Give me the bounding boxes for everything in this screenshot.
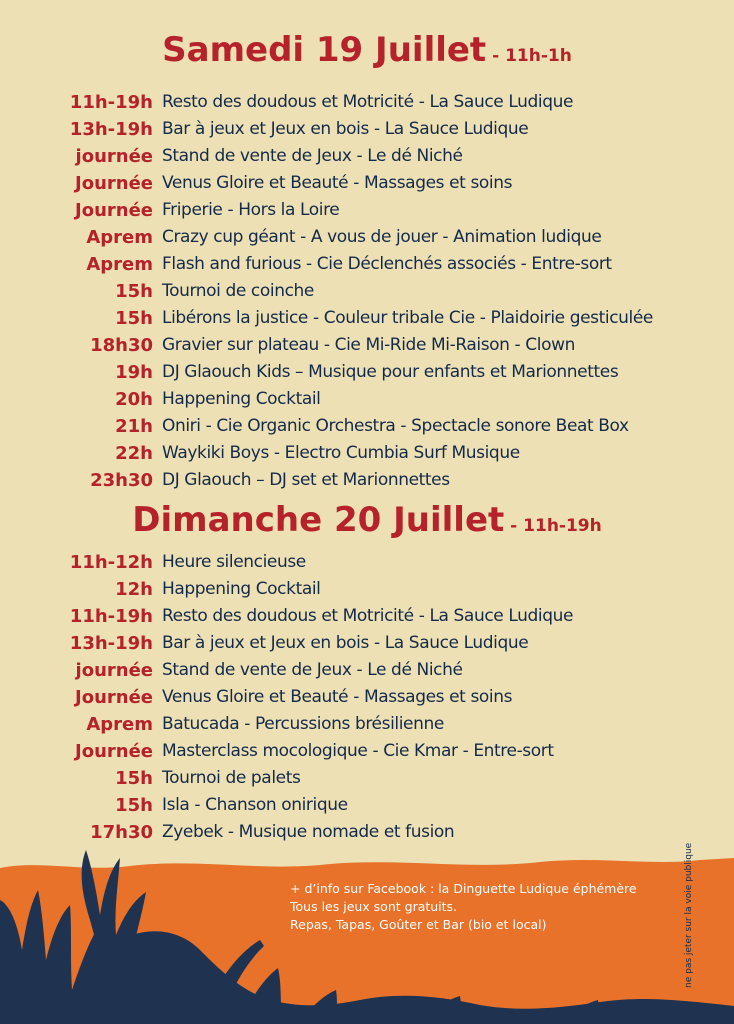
schedule-row: [0, 711, 734, 738]
sunday-hours: - 11h-19h: [504, 516, 602, 536]
schedule-row: [0, 819, 734, 846]
schedule-row: [0, 576, 734, 603]
saturday-title: [0, 30, 734, 70]
schedule-row: [0, 738, 734, 765]
schedule-row: [0, 549, 734, 576]
footer-food: Repas, Tapas, Goûter et Bar (bio et local): [290, 917, 547, 932]
schedule-row: [0, 170, 734, 197]
event-time: 12h: [115, 579, 153, 600]
schedule-row: [0, 684, 734, 711]
event-description: Resto des doudous et Motricité - La Sauce Ludique: [162, 92, 574, 112]
event-time: 15h: [115, 795, 153, 816]
event-time: 11h-12h: [69, 552, 153, 573]
event-time: 11h-19h: [69, 606, 153, 627]
schedule-row: [0, 359, 734, 386]
event-description: DJ Glaouch Kids – Musique pour enfants et Marionnettes: [162, 362, 619, 382]
event-time: 22h: [115, 443, 153, 464]
event-time: Aprem: [86, 227, 153, 248]
event-description: DJ Glaouch – DJ set et Marionnettes: [162, 470, 450, 490]
event-time: 23h30: [90, 470, 153, 491]
saturday-hours: - 11h-1h: [486, 46, 572, 66]
event-time: 18h30: [90, 335, 153, 356]
event-time: 15h: [115, 308, 153, 329]
schedule-row: [0, 467, 734, 494]
sunday-schedule: [0, 549, 734, 846]
event-time: 21h: [115, 416, 153, 437]
event-description: Tournoi de coinche: [162, 281, 314, 301]
footer-free-games: Tous les jeux sont gratuits.: [290, 899, 458, 914]
sunday-title: [0, 500, 734, 540]
saturday-schedule: [0, 89, 734, 494]
event-description: Tournoi de palets: [162, 768, 301, 788]
event-time: 11h-19h: [69, 92, 153, 113]
event-description: Happening Cocktail: [162, 389, 321, 409]
event-description: Oniri - Cie Organic Orchestra - Spectacle sonore Beat Box: [162, 416, 629, 436]
schedule-row: [0, 792, 734, 819]
event-description: Crazy cup géant - A vous de jouer - Animation ludique: [162, 227, 602, 247]
event-time: 17h30: [90, 822, 153, 843]
sunday-day: Dimanche 20 Juillet: [132, 500, 505, 540]
event-description: Batucada - Percussions brésilienne: [162, 714, 444, 734]
event-description: Happening Cocktail: [162, 579, 321, 599]
event-description: Isla - Chanson onirique: [162, 795, 348, 815]
schedule-row: [0, 305, 734, 332]
event-description: Masterclass mocologique - Cie Kmar - Entre-sort: [162, 741, 554, 761]
event-description: Heure silencieuse: [162, 552, 306, 572]
footer-info: [290, 880, 637, 934]
schedule-row: [0, 603, 734, 630]
schedule-row: [0, 278, 734, 305]
schedule-row: [0, 224, 734, 251]
event-description: Stand de vente de Jeux - Le dé Niché: [162, 146, 463, 166]
event-time: Journée: [75, 687, 153, 708]
saturday-day: Samedi 19 Juillet: [162, 30, 487, 70]
event-time: journée: [75, 660, 153, 681]
event-time: Aprem: [86, 714, 153, 735]
event-time: 15h: [115, 768, 153, 789]
event-description: Bar à jeux et Jeux en bois - La Sauce Ludique: [162, 119, 529, 139]
schedule-row: [0, 386, 734, 413]
schedule-row: [0, 765, 734, 792]
schedule-row: [0, 440, 734, 467]
side-note: ne pas jeter sur la voie publique: [684, 842, 694, 988]
schedule-row: [0, 657, 734, 684]
event-time: Journée: [75, 173, 153, 194]
event-description: Stand de vente de Jeux - Le dé Niché: [162, 660, 463, 680]
event-description: Venus Gloire et Beauté - Massages et soins: [162, 687, 513, 707]
event-time: Journée: [75, 200, 153, 221]
event-description: Resto des doudous et Motricité - La Sauce Ludique: [162, 606, 574, 626]
event-time: 13h-19h: [69, 119, 153, 140]
event-time: Journée: [75, 741, 153, 762]
footer-facebook: + d’info sur Facebook : la Dinguette Ludique éphémère: [290, 881, 637, 896]
schedule-row: [0, 143, 734, 170]
event-time: Aprem: [86, 254, 153, 275]
event-description: Gravier sur plateau - Cie Mi-Ride Mi-Raison - Clown: [162, 335, 575, 355]
event-description: Libérons la justice - Couleur tribale Cie - Plaidoirie gesticulée: [162, 308, 653, 328]
event-description: Bar à jeux et Jeux en bois - La Sauce Ludique: [162, 633, 529, 653]
schedule-row: [0, 251, 734, 278]
event-description: Waykiki Boys - Electro Cumbia Surf Musique: [162, 443, 520, 463]
event-description: Flash and furious - Cie Déclenchés associés - Entre-sort: [162, 254, 612, 274]
schedule-row: [0, 89, 734, 116]
schedule-row: [0, 630, 734, 657]
event-time: 15h: [115, 281, 153, 302]
event-time: journée: [75, 146, 153, 167]
schedule-row: [0, 116, 734, 143]
schedule-row: [0, 197, 734, 224]
event-description: Venus Gloire et Beauté - Massages et soins: [162, 173, 513, 193]
event-time: 13h-19h: [69, 633, 153, 654]
event-description: Friperie - Hors la Loire: [162, 200, 340, 220]
schedule-row: [0, 332, 734, 359]
event-time: 19h: [115, 362, 153, 383]
event-description: Zyebek - Musique nomade et fusion: [162, 822, 455, 842]
event-time: 20h: [115, 389, 153, 410]
schedule-row: [0, 413, 734, 440]
